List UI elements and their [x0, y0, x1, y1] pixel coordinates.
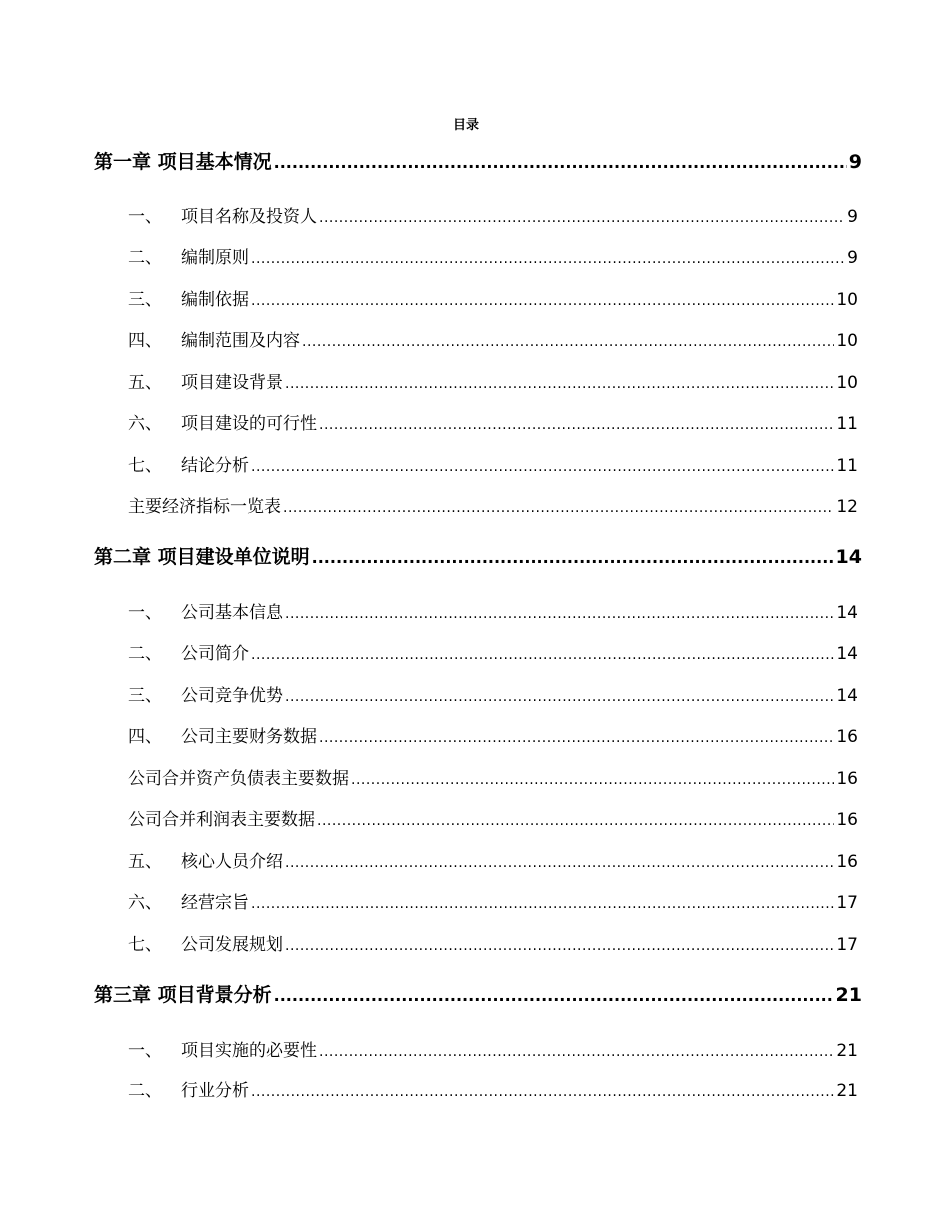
toc-section[interactable] [128, 805, 858, 830]
toc-page-number: 14 [835, 546, 862, 568]
toc-page-number: 9 [847, 207, 858, 227]
toc-section[interactable] [128, 368, 858, 393]
toc-page-number: 10 [836, 331, 858, 351]
toc-number: 一、 [128, 603, 162, 623]
toc-page-number: 11 [836, 414, 858, 434]
toc-title: 目录 [452, 118, 479, 133]
toc-page-number: 10 [836, 373, 858, 393]
toc-label: 公司竞争优势 [181, 686, 283, 706]
toc-number: 一、 [128, 207, 162, 227]
toc-label: 公司合并利润表主要数据 [128, 810, 315, 830]
dot-leader [251, 293, 834, 309]
toc-number: 四、 [128, 727, 162, 747]
toc-label: 结论分析 [181, 456, 249, 476]
toc-label: 经营宗旨 [181, 893, 249, 913]
toc-label: 核心人员介绍 [181, 852, 283, 872]
dot-leader [285, 689, 834, 705]
toc-page-number: 14 [836, 686, 858, 706]
toc-page-number: 10 [836, 290, 858, 310]
toc-page-number: 14 [836, 644, 858, 664]
toc-number: 四、 [128, 331, 162, 351]
toc-section[interactable] [128, 1076, 858, 1101]
toc-page-number: 9 [848, 151, 862, 173]
toc-label: 公司主要财务数据 [181, 727, 317, 747]
toc-number: 二、 [128, 644, 162, 664]
toc-number: 三、 [128, 290, 162, 310]
toc-section[interactable] [128, 681, 858, 706]
toc-page-number: 21 [836, 1081, 858, 1101]
dot-leader [351, 772, 834, 788]
toc-section[interactable] [128, 1036, 858, 1061]
dot-leader [302, 334, 834, 350]
dot-leader [319, 210, 845, 226]
dot-leader [319, 730, 834, 746]
toc-label: 主要经济指标一览表 [128, 497, 281, 517]
dot-leader [319, 417, 834, 433]
toc-page-number: 21 [835, 984, 862, 1006]
toc-section[interactable] [128, 492, 858, 517]
toc-label: 公司合并资产负债表主要数据 [128, 769, 349, 789]
toc-label: 编制依据 [181, 290, 249, 310]
toc-label: 编制范围及内容 [181, 331, 300, 351]
toc-label: 项目建设的可行性 [181, 414, 317, 434]
toc-number: 七、 [128, 456, 162, 476]
toc-page-number: 12 [836, 497, 858, 517]
toc-label: 公司发展规划 [181, 935, 283, 955]
dot-leader [251, 896, 834, 912]
dot-leader [285, 606, 834, 622]
toc-label: 项目名称及投资人 [181, 207, 317, 227]
toc-label: 项目实施的必要性 [181, 1041, 317, 1061]
toc-chapter[interactable] [94, 980, 862, 1007]
toc-label: 编制原则 [181, 248, 249, 268]
toc-section[interactable] [128, 722, 858, 747]
toc-chapter[interactable] [94, 147, 862, 174]
toc-number: 五、 [128, 373, 162, 393]
toc-number: 六、 [128, 414, 162, 434]
toc-number: 二、 [128, 248, 162, 268]
dot-leader [251, 647, 834, 663]
dot-leader [319, 1044, 834, 1060]
toc-label: 公司基本信息 [181, 603, 283, 623]
toc-number: 三、 [128, 686, 162, 706]
dot-leader [285, 376, 834, 392]
dot-leader [251, 1084, 834, 1100]
dot-leader [274, 986, 834, 1005]
toc-section[interactable] [128, 764, 858, 789]
toc-section[interactable] [128, 598, 858, 623]
toc-label: 行业分析 [181, 1081, 249, 1101]
toc-label: 公司简介 [181, 644, 249, 664]
toc-number: 七、 [128, 935, 162, 955]
toc-page-number: 9 [847, 248, 858, 268]
toc-section[interactable] [128, 326, 858, 351]
toc-page-number: 21 [836, 1041, 858, 1061]
toc-page-number: 16 [836, 852, 858, 872]
toc-label: 项目建设背景 [181, 373, 283, 393]
dot-leader [251, 459, 834, 475]
dot-leader [285, 938, 834, 954]
toc-label: 第二章 项目建设单位说明 [94, 546, 310, 568]
toc-section[interactable] [128, 409, 858, 434]
toc-number: 六、 [128, 893, 162, 913]
toc-page-number: 17 [836, 935, 858, 955]
dot-leader [312, 548, 834, 567]
dot-leader [274, 153, 847, 172]
toc-section[interactable] [128, 243, 858, 268]
toc-label: 第一章 项目基本情况 [94, 151, 272, 173]
toc-number: 五、 [128, 852, 162, 872]
toc-chapter[interactable] [94, 542, 862, 569]
toc-section[interactable] [128, 847, 858, 872]
toc-page-number: 16 [836, 727, 858, 747]
toc-page-number: 14 [836, 603, 858, 623]
dot-leader [285, 855, 834, 871]
toc-label: 第三章 项目背景分析 [94, 984, 272, 1006]
toc-section[interactable] [128, 202, 858, 227]
toc-page-number: 11 [836, 456, 858, 476]
toc-section[interactable] [128, 930, 858, 955]
dot-leader [283, 500, 834, 516]
toc-section[interactable] [128, 888, 858, 913]
toc-page-number: 17 [836, 893, 858, 913]
toc-section[interactable] [128, 451, 858, 476]
toc-number: 一、 [128, 1041, 162, 1061]
dot-leader [251, 251, 845, 267]
toc-section[interactable] [128, 639, 858, 664]
toc-page-number: 16 [836, 810, 858, 830]
toc-section[interactable] [128, 285, 858, 310]
toc-number: 二、 [128, 1081, 162, 1101]
dot-leader [317, 813, 834, 829]
toc-page-number: 16 [836, 769, 858, 789]
